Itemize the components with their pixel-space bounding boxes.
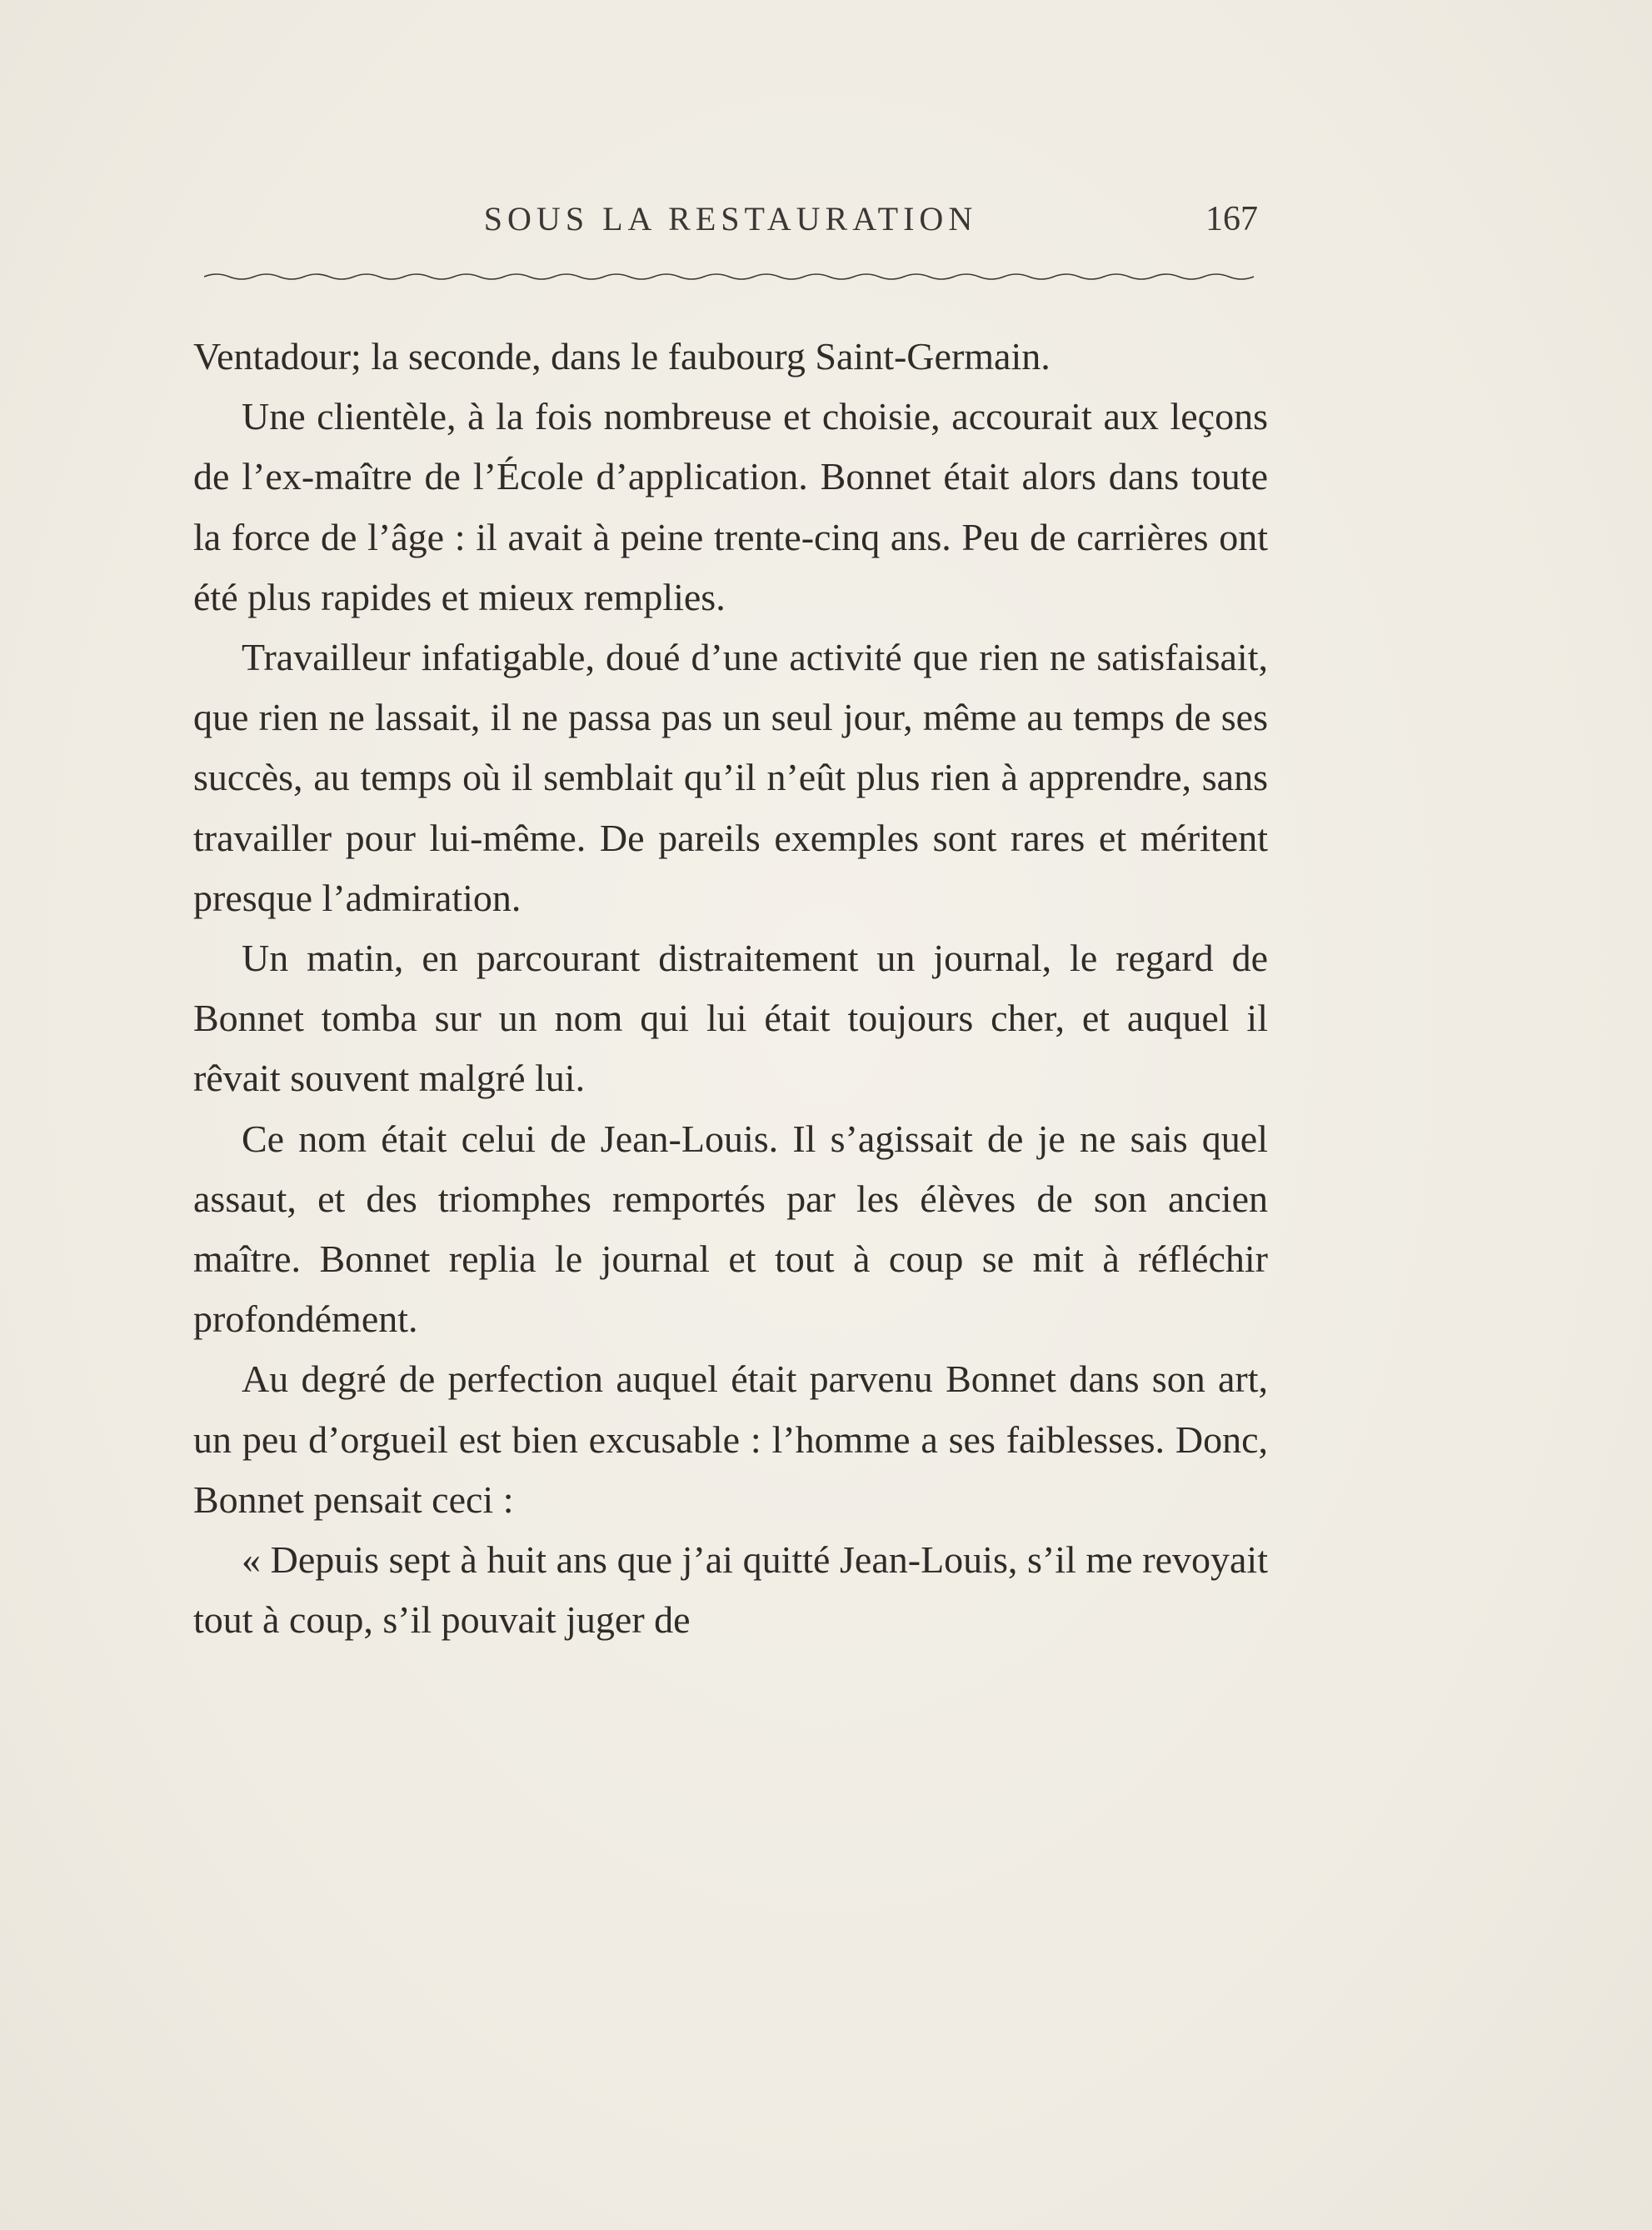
paragraph: Au degré de perfection auquel était parvenu Bonnet dans son art, un peu d’orgueil est bien excusable : l’homme a ses faiblesses. Donc, Bonnet pensait ceci : [193,1358,1268,1521]
running-title: SOUS LA RESTAURATION [483,200,978,238]
paragraph: Ventadour; la seconde, dans le faubourg Saint-Germain. [193,335,1051,378]
paragraph: Travailleur infatigable, doué d’une activité que rien ne satisfaisait, que rien ne lassait, il ne passa pas un seul jour, même au temps de ses succès, au temps où il semblait qu’il n’eût plus rien à apprendre, sans travailler pour lui-même. De pareils exemples sont rares et méritent presque l’admiration. [193,636,1268,919]
paragraph: Ce nom était celui de Jean-Louis. Il s’agissait de je ne sais quel assaut, et des triomphes remportés par les élèves de son ancien maître. Bonnet replia le journal et tout à coup se mit à réfléchir profondément. [193,1117,1268,1341]
page-number: 167 [1205,200,1258,238]
paragraph: Un matin, en parcourant distraitement un journal, le regard de Bonnet tomba sur un nom qui lui était toujours cher, et auquel il rêvait souvent malgré lui. [193,937,1268,1100]
paragraph: « Depuis sept à huit ans que j’ai quitté Jean-Louis, s’il me revoyait tout à coup, s’il pouvait juger de [193,1538,1268,1642]
body-text [193,327,1268,1650]
paragraph: Une clientèle, à la fois nombreuse et choisie, accourait aux leçons de l’ex-maître de l’École d’application. Bonnet était alors dans toute la force de l’âge : il avait à peine trente-cinq ans. Peu de carrières ont été plus rapides et mieux remplies. [193,395,1268,618]
running-head [193,190,1268,248]
header-rule [204,271,1262,282]
